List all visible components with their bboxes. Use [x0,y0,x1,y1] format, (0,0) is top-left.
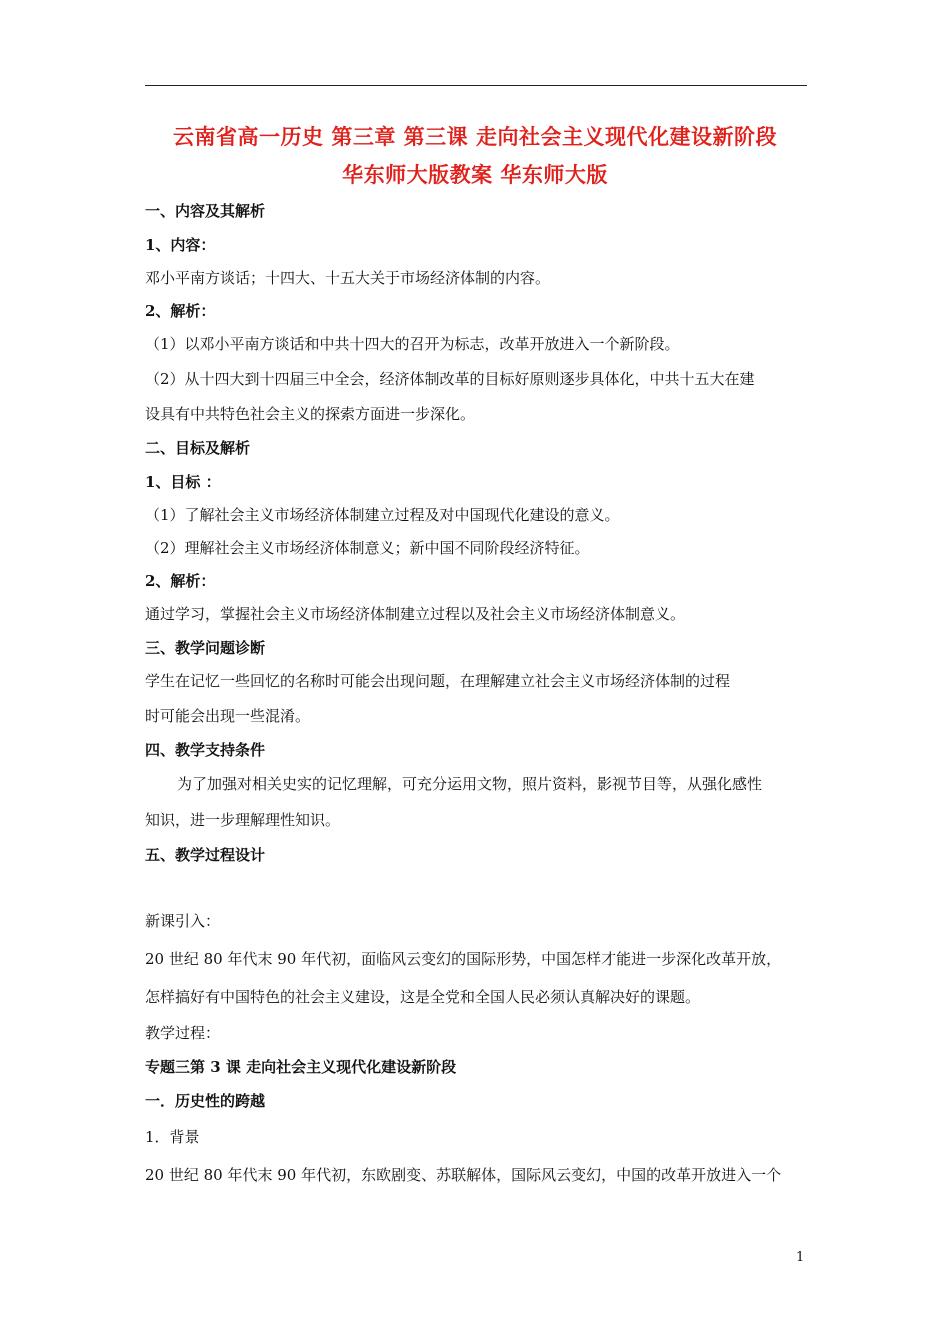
paragraph-goal-analysis: 通过学习，掌握社会主义市场经济体制建立过程以及社会主义市场经济体制意义。 [145,605,686,623]
paragraph-support-a: 为了加强对相关史实的记忆理解，可充分运用文物，照片资料，影视节目等，从强化感性 [177,775,763,793]
label-teaching-process: 教学过程： [145,1024,221,1042]
subheading-goal-analysis: 2、解析： [145,572,216,590]
label-new-lesson-intro: 新课引入： [145,912,221,930]
header-rule [145,85,807,86]
paragraph-goal-1: （1）了解社会主义市场经济体制建立过程及对中国现代化建设的意义。 [145,506,620,524]
document-title-line-1: 云南省高一历史 第三章 第三课 走向社会主义现代化建设新阶段 [173,124,777,149]
paragraph-analysis-2a: （2）从十四大到十四届三中全会，经济体制改革的目标好原则逐步具体化，中共十五大在建 [145,370,755,388]
paragraph-diagnosis-b: 时可能会出现一些混淆。 [145,707,311,725]
paragraph-background: 20 世纪 80 年代末 90 年代初，东欧剧变、苏联解体，国际风云变幻，中国的改革开放进入一个 [145,1166,782,1184]
section-heading-process-design: 五、教学过程设计 [145,846,266,864]
subheading-analysis: 2、解析： [145,302,216,320]
part-heading-historic-leap: 一．历史性的跨越 [145,1092,266,1110]
subheading-content: 1、内容： [145,236,216,254]
subheading-background: 1．背景 [145,1128,200,1146]
subheading-goals: 1、目标 ： [145,473,221,491]
section-heading-support: 四、教学支持条件 [145,741,266,759]
paragraph-diagnosis-a: 学生在记忆一些回忆的名称时可能会出现问题，在理解建立社会主义市场经济体制的过程 [145,672,731,690]
paragraph-analysis-1: （1）以邓小平南方谈话和中共十四大的召开为标志，改革开放进入一个新阶段。 [145,335,680,353]
paragraph-intro-a: 20 世纪 80 年代末 90 年代初，面临风云变幻的国际形势，中国怎样才能进一步深化改革开放， [145,950,782,968]
page-number: 1 [796,1250,805,1265]
paragraph-content: 邓小平南方谈话；十四大、十五大关于市场经济体制的内容。 [145,269,551,287]
section-heading-goals: 二、目标及解析 [145,439,251,457]
section-heading-diagnosis: 三、教学问题诊断 [145,639,266,657]
paragraph-analysis-2b: 设具有中共特色社会主义的探索方面进一步深化。 [145,405,476,423]
topic-heading: 专题三第 3 课 走向社会主义现代化建设新阶段 [145,1058,457,1076]
paragraph-support-b: 知识，进一步理解理性知识。 [145,811,341,829]
document-title-line-2: 华东师大版教案 华东师大版 [342,162,608,187]
paragraph-goal-2: （2）理解社会主义市场经济体制意义；新中国不同阶段经济特征。 [145,539,590,557]
section-heading-content-analysis: 一、内容及其解析 [145,202,266,220]
paragraph-intro-b: 怎样搞好有中国特色的社会主义建设，这是全党和全国人民必须认真解决好的课题。 [145,988,701,1006]
